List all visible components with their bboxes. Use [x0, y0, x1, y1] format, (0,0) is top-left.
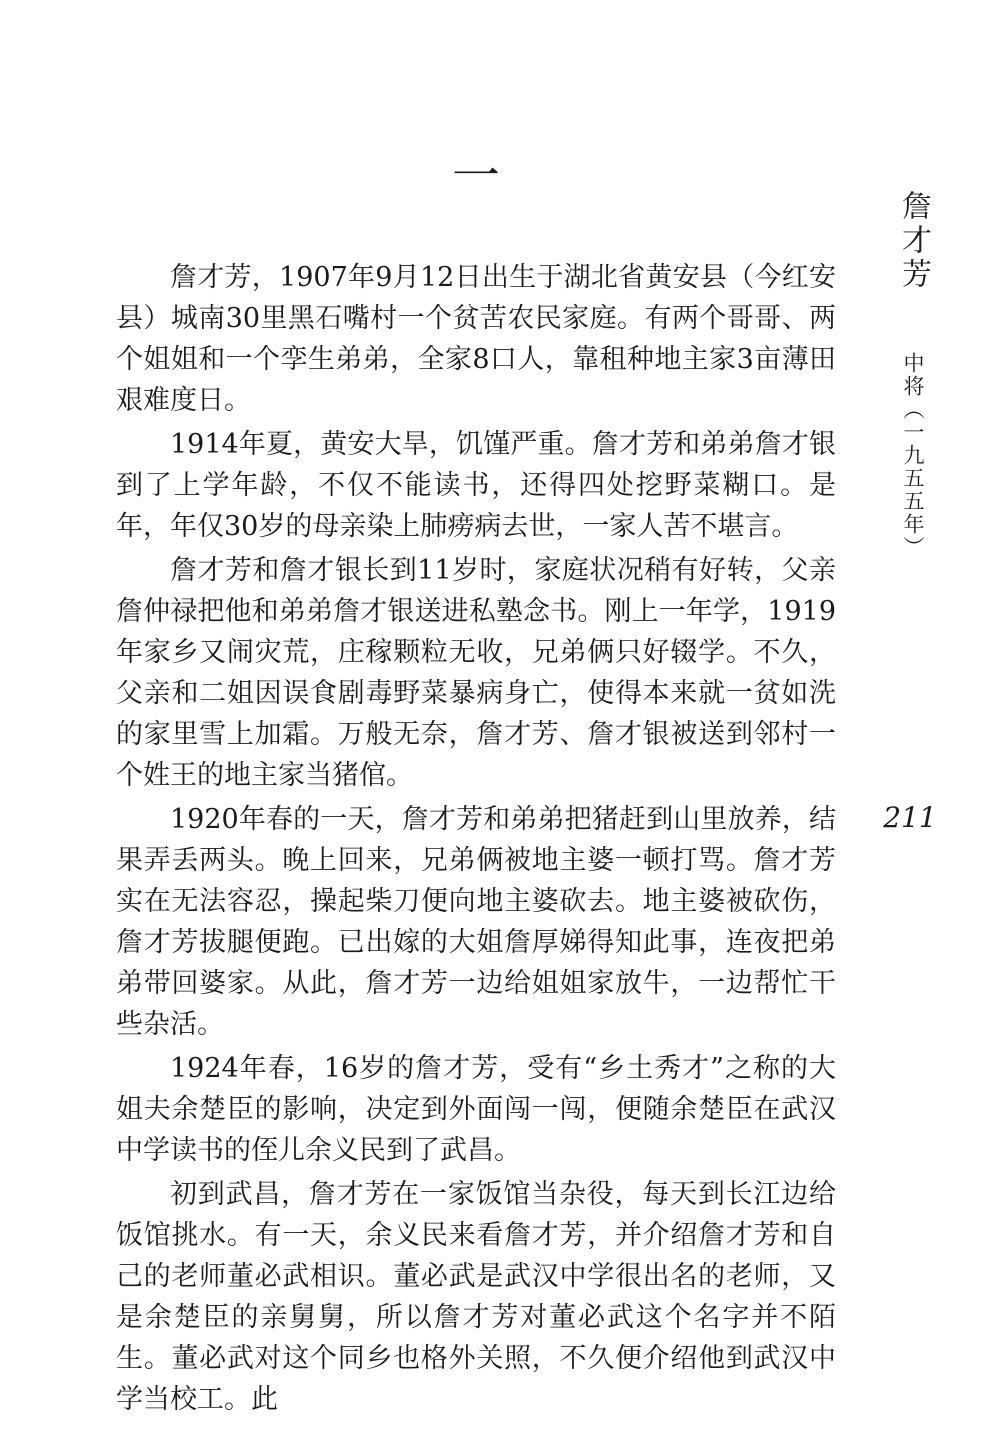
paragraph: 1914年夏，黄安大旱，饥馑严重。詹才芳和弟弟詹才银到了上学年龄，不仅不能读书，还得四处挖野菜糊口。是年，年仅30岁的母亲染上肺痨病去世，一家人苦不堪言。 — [116, 429, 836, 542]
paragraph: 詹才芳，1907年9月12日出生于湖北省黄安县（今红安县）城南30里黑石嘴村一个贫苦农民家庭。有两个哥哥、两个姐姐和一个孪生弟弟，全家8口人，靠租种地主家3亩薄田艰难度日。 — [116, 262, 836, 416]
chapter-number: 一 — [452, 148, 501, 204]
paragraph: 1924年春，16岁的詹才芳，受有“乡土秀才”之称的大姐夫余楚臣的影响，决定到外面闯一闯，便随余楚臣在武汉中学读书的侄儿余义民到了武昌。 — [116, 1053, 836, 1166]
paragraph: 初到武昌，詹才芳在一家饭馆当杂役，每天到长江边给饭馆挑水。有一天，余义民来看詹才芳，并介绍詹才芳和自己的老师董必武相识。董必武是武汉中学很出名的老师，又是余楚臣的亲舅舅，所以詹才芳对董必武这个名字并不陌生。董必武对这个同乡也格外关照，不久便介绍他到武汉中学当校工。此 — [116, 1179, 836, 1415]
person-name: 詹才芳 — [896, 190, 931, 292]
rank-note: 中将（一九五五年） — [901, 352, 925, 559]
paragraph: 1920年春的一天，詹才芳和弟弟把猪赶到山里放养，结果弄丢两头。晚上回来，兄弟俩被地主婆一顿打骂。詹才芳实在无法容忍，操起柴刀便向地主婆砍去。地主婆被砍伤，詹才芳拔腿便跑。已出嫁的大姐詹厚娣得知此事，连夜把弟弟带回婆家。从此，詹才芳一边给姐姐家放牛，一边帮忙干些杂活。 — [116, 804, 836, 1040]
page-number: 211 — [883, 801, 937, 834]
running-header — [890, 190, 936, 559]
paragraph: 詹才芳和詹才银长到11岁时，家庭状况稍有好转，父亲詹仲禄把他和弟弟詹才银送进私塾念书。刚上一年学，1919年家乡又闹灾荒，庄稼颗粒无收，兄弟俩只好辍学。不久，父亲和二姐因误食剧毒野菜暴病身亡，使得本来就一贫如洗的家里雪上加霜。万般无奈，詹才芳、詹才银被送到邻村一个姓王的地主家当猪倌。 — [116, 555, 836, 791]
body-text — [116, 257, 836, 1423]
